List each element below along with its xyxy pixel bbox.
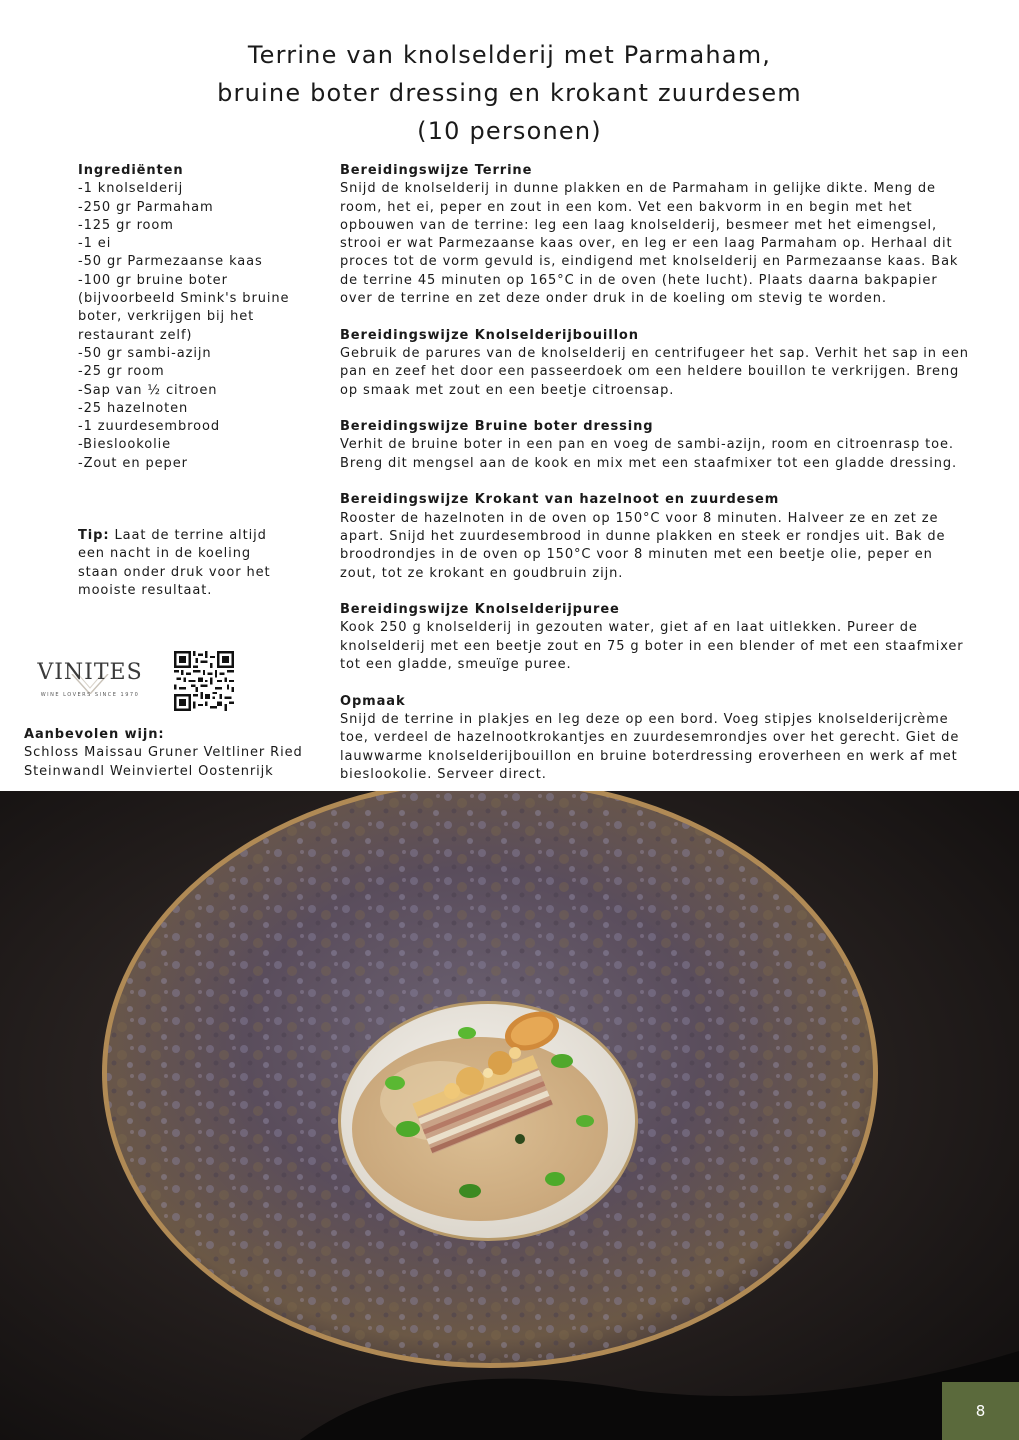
ingredient-item: -100 gr bruine boter (bijvoorbeeld Smink's bruine boter, verkrijgen bij het restaurant zelf) — [78, 272, 290, 343]
wine-name: Schloss Maissau Gruner Veltliner Ried Steinwandl Weinviertel Oostenrijk — [24, 745, 303, 779]
title-line-2: bruine boter dressing en krokant zuurdesem — [217, 79, 802, 107]
section-opmaak — [340, 693, 970, 784]
title-line-1: Terrine van knolselderij met Parmaham, — [247, 41, 772, 69]
ingredient-item: -125 gr room — [78, 217, 174, 233]
logo-wordmark: VINITES — [37, 660, 143, 685]
section-terrine — [340, 162, 970, 308]
ingredient-item: -1 ei — [78, 236, 112, 252]
vinites-logo — [30, 652, 150, 708]
ingredient-item: -250 gr Parmaham — [78, 199, 214, 215]
ingredients-block — [78, 162, 293, 473]
preparation-column — [340, 162, 970, 802]
ingredient-item: -1 knolselderij — [78, 181, 184, 197]
section-bouillon — [340, 327, 970, 400]
section-text: Verhit de bruine boter in een pan en voeg de sambi-azijn, room en citroenrasp toe. Breng dit mengsel aan de kook en mix met een staafmixer tot een gladde dressing. — [340, 437, 958, 471]
ingredient-item: -25 hazelnoten — [78, 400, 189, 416]
section-title: Bereidingswijze Knolselderijpuree — [340, 602, 620, 618]
section-text: Rooster de hazelnoten in de oven op 150°C voor 8 minuten. Halveer ze en zet ze apart. Snijd het zuurdesembrood in dunne plakken en steek er rondjes uit. Bak de broodrondjes in de oven op 150°C voor 8 minuten met een beetje olie, peper en zout, tot ze krokant en goudbruin zijn. — [340, 510, 946, 581]
ingredient-item: -Zout en peper — [78, 455, 188, 471]
section-title: Bereidingswijze Bruine boter dressing — [340, 419, 654, 435]
ingredient-item: -1 zuurdesembrood — [78, 419, 220, 435]
ingredient-item: -Sap van ½ citroen — [78, 382, 218, 398]
qr-code-icon[interactable] — [174, 651, 234, 711]
logo-tagline: WINE LOVERS SINCE 1970 — [40, 692, 140, 698]
ingredient-item: -50 gr sambi-azijn — [78, 345, 212, 361]
ingredient-item: -50 gr Parmezaanse kaas — [78, 254, 263, 270]
section-text: Gebruik de parures van de knolselderij en centrifugeer het sap. Verhit het sap in een pan en zeef het door een passeerdoek om een heldere bouillon te verkrijgen. Breng op smaak met zout en een beetje citroensap. — [340, 345, 969, 398]
section-dressing — [340, 418, 970, 473]
tip-label: Tip: — [78, 528, 110, 543]
page-title — [0, 36, 1019, 150]
page-number: 8 — [942, 1382, 1019, 1440]
ingredient-item: -25 gr room — [78, 364, 165, 380]
ingredient-item: -Bieslookolie — [78, 437, 171, 453]
section-title: Bereidingswijze Krokant van hazelnoot en zuurdesem — [340, 492, 780, 508]
title-line-3: (10 personen) — [417, 117, 602, 145]
section-puree — [340, 601, 970, 674]
section-title: Bereidingswijze Terrine — [340, 163, 533, 178]
section-text: Snijd de knolselderij in dunne plakken en de Parmaham in gelijke dikte. Meng de room, het ei, peper en zout in een kom. Vet een bakvorm in en begin met het opbouwen van de terrine: leg een laag knolselderij, besmeer met het eimengsel, strooi er wat Parmezaanse kaas over, en leg er een laag Parmaham op. Herhaal dit proces tot de vorm gevuld is, eindigend met knolselderij en Parmezaanse kaas. Bak de terrine 45 minuten op 165°C in de oven (hete lucht). Plaats daarna bakpapier over de terrine en zet deze onder druk in de koeling om stevig te worden. — [340, 181, 959, 307]
ingredients-heading: Ingrediënten — [78, 163, 184, 178]
section-krokant — [340, 491, 970, 582]
section-title: Bereidingswijze Knolselderijbouillon — [340, 327, 639, 343]
section-title: Opmaak — [340, 693, 406, 709]
dish-illustration — [0, 791, 1019, 1440]
recommended-wine — [24, 726, 324, 781]
wine-heading: Aanbevolen wijn: — [24, 727, 165, 742]
section-text: Snijd de terrine in plakjes en leg deze op een bord. Voeg stipjes knolselderijcrème toe, verdeel de hazelnootkrokantjes en zuurdesemrondjes over het gerecht. Giet de lauwwarme knolselderijbouillon en bruine boterdressing eroverheen en werk af met bieslookolie. Serveer direct. — [340, 711, 960, 782]
ingredients-list — [78, 180, 293, 473]
tip-block — [78, 527, 293, 600]
dish-photo — [0, 791, 1019, 1440]
section-text: Kook 250 g knolselderij in gezouten water, giet af en laat uitlekken. Pureer de knolselderij met een beetje zout en 75 g boter in een blender of met een staafmixer tot een gladde, smeuïge puree. — [340, 620, 964, 673]
tip-text: Laat de terrine altijd een nacht in de koeling staan onder druk voor het mooiste resultaat. — [78, 528, 271, 598]
